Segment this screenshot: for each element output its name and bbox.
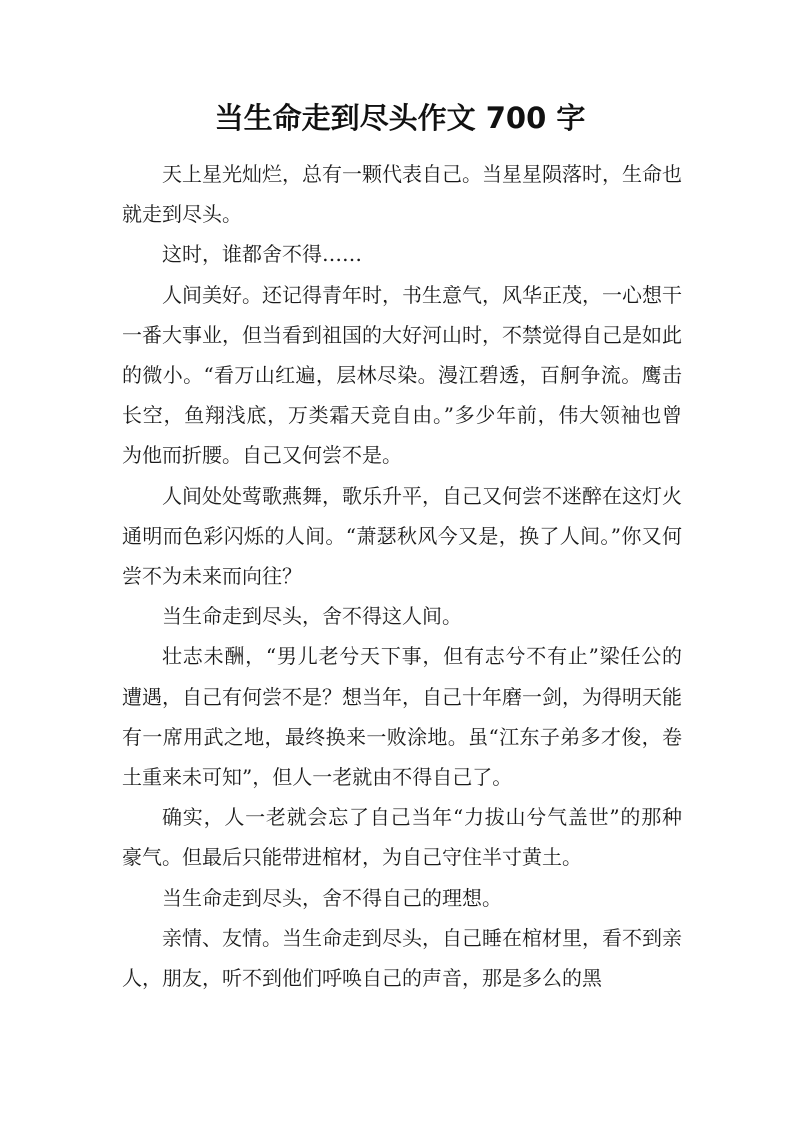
- paragraph: 人间处处莺歌燕舞，歌乐升平，自己又何尝不迷醉在这灯火通明而色彩闪烁的人间。“萧瑟秋风今又是，换了人间。”你又何尝不为未来而向往？: [122, 483, 682, 589]
- paragraph: 当生命走到尽头，舍不得这人间。: [162, 604, 462, 629]
- paragraph: 这时，谁都舍不得……: [162, 242, 362, 267]
- paragraph: 壮志未酬，“男儿老兮天下事，但有志兮不有止”梁任公的遭遇，自己有何尝不是？想当年，自己十年磨一剑，为得明天能有一席用武之地，最终换来一败涂地。虽“江东子弟多才俊，卷土重来未可知”，但人一老就由不得自己了。: [122, 644, 682, 790]
- paragraph: 当生命走到尽头，舍不得自己的理想。: [162, 885, 502, 910]
- document-body: [122, 154, 682, 998]
- paragraph: 天上星光灿烂，总有一颗代表自己。当星星陨落时，生命也就走到尽头。: [122, 162, 682, 227]
- paragraph: 确实，人一老就会忘了自己当年“力拔山兮气盖世”的那种豪气。但最后只能带进棺材，为自己守住半寸黄土。: [122, 805, 682, 870]
- paragraph: 亲情、友情。当生命走到尽头，自己睡在棺材里，看不到亲人，朋友，听不到他们呼唤自己的声音，那是多么的黑: [122, 925, 682, 991]
- document-title: 当生命走到尽头作文 700 字: [214, 101, 586, 135]
- paragraph: 人间美好。还记得青年时，书生意气，风华正茂，一心想干一番大事业，但当看到祖国的大好河山时，不禁觉得自己是如此的微小。“看万山红遍，层林尽染。漫江碧透，百舸争流。鹰击长空，鱼翔浅底，万类霜天竞自由。”多少年前，伟大领袖也曾为他而折腰。自己又何尝不是。: [122, 282, 682, 468]
